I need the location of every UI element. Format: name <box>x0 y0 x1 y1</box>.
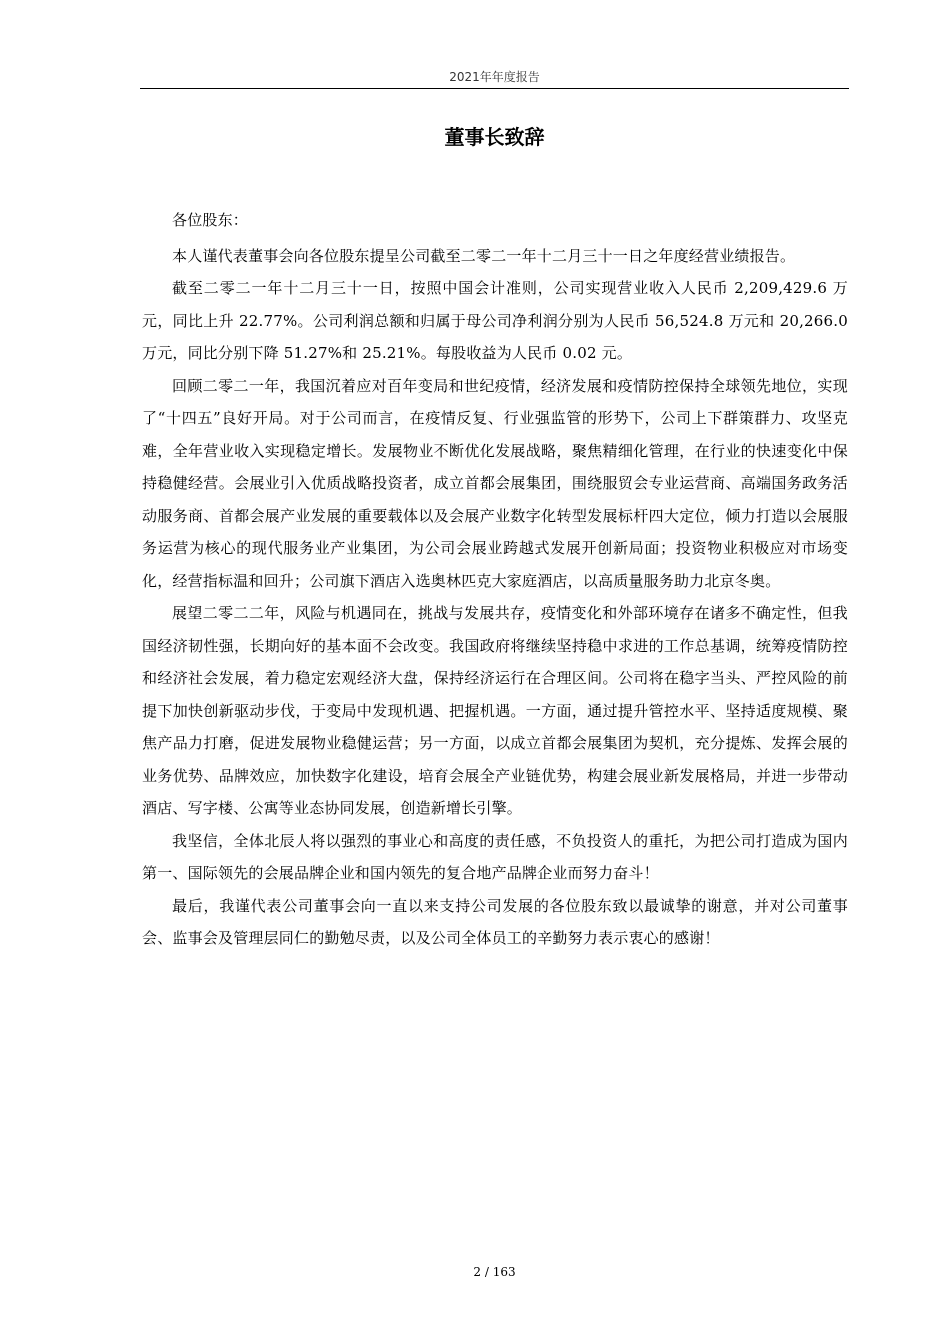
header-divider <box>140 88 849 89</box>
page-number: 2 / 163 <box>473 1265 516 1279</box>
letter-body <box>142 204 848 955</box>
paragraph-3: 回顾二零二一年，我国沉着应对百年变局和世纪疫情，经济发展和疫情防控保持全球领先地位，实现了“十四五”良好开局。对于公司而言，在疫情反复、行业强监管的形势下，公司上下群策群力、攻坚克难，全年营业收入实现稳定增长。发展物业不断优化发展战略，聚焦精细化管理，在行业的快速变化中保持稳健经营。会展业引入优质战略投资者，成立首都会展集团，围绕服贸会专业运营商、高端国务政务活动服务商、首都会展产业发展的重要载体以及会展产业数字化转型发展标杆四大定位，倾力打造以会展服务运营为核心的现代服务业产业集团，为公司会展业跨越式发展开创新局面；投资物业积极应对市场变化，经营指标温和回升；公司旗下酒店入选奥林匹克大家庭酒店，以高质量服务助力北京冬奥。 <box>142 376 848 590</box>
paragraph-1: 本人谨代表董事会向各位股东提呈公司截至二零二一年十二月三十一日之年度经营业绩报告。 <box>172 246 796 265</box>
paragraph-6: 最后，我谨代表公司董事会向一直以来支持公司发展的各位股东致以最诚挚的谢意，并对公司董事会、监事会及管理层同仁的勤勉尽责，以及公司全体员工的辛勤努力表示衷心的感谢！ <box>142 896 848 947</box>
paragraph-5: 我坚信，全体北辰人将以强烈的事业心和高度的责任感，不负投资人的重托，为把公司打造成为国内第一、国际领先的会展品牌企业和国内领先的复合地产品牌企业而努力奋斗！ <box>142 831 848 882</box>
running-header: 2021年年度报告 <box>449 70 540 84</box>
greeting: 各位股东： <box>172 211 249 229</box>
paragraph-2: 截至二零二一年十二月三十一日，按照中国会计准则，公司实现营业收入人民币 2,209,429.6 万元，同比上升 22.77%。公司利润总额和归属于母公司净利润分别为人民币 56,524.8 万元和 20,266.0 万元，同比分别下降 51.27%和 25.21%。每股收益为人民币 0.02 元。 <box>142 279 848 362</box>
page-title: 董事长致辞 <box>444 125 545 149</box>
paragraph-4: 展望二零二二年，风险与机遇同在，挑战与发展共存，疫情变化和外部环境存在诸多不确定性，但我国经济韧性强，长期向好的基本面不会改变。我国政府将继续坚持稳中求进的工作总基调，统筹疫情防控和经济社会发展，着力稳定宏观经济大盘，保持经济运行在合理区间。公司将在稳字当头、严控风险的前提下加快创新驱动步伐，于变局中发现机遇、把握机遇。一方面，通过提升管控水平、坚持适度规模、聚焦产品力打磨，促进发展物业稳健运营；另一方面，以成立首都会展集团为契机，充分提炼、发挥会展的业务优势、品牌效应，加快数字化建设，培育会展全产业链优势，构建会展业新发展格局，并进一步带动酒店、写字楼、公寓等业态协同发展，创造新增长引擎。 <box>142 604 848 817</box>
